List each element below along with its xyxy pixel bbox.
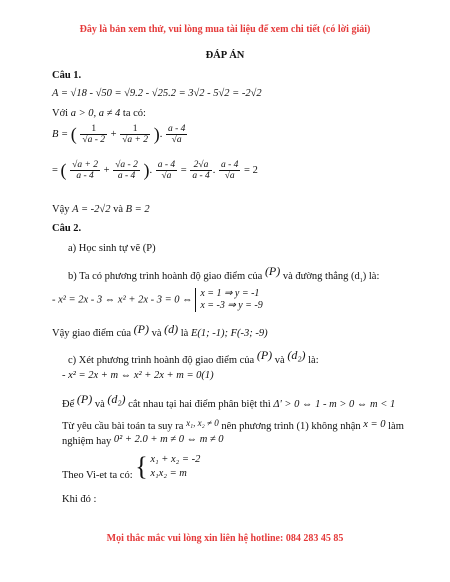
q2-conclusion-b: Vậy giao điểm của (P) và (d) là E(1; -1); F(-3; -9) xyxy=(52,322,268,339)
q1-eq-a: A = √18 - √50 = √9.2 - √25.2 = 3√2 - 5√2 = -2√2 xyxy=(52,88,262,99)
dot-2: . xyxy=(149,164,153,176)
b-frac-2: $\frac{1}{√a + 2}$ xyxy=(122,124,149,145)
concl-a: A = -2√2 xyxy=(72,204,111,215)
s-frac-2: $\frac{√a - 2}{a - 4}$ xyxy=(115,160,138,181)
vieta-label: Theo Vi-et ta có: xyxy=(62,470,133,481)
page-title: ĐÁP ÁN xyxy=(205,50,245,61)
step-result: = 2 xyxy=(244,164,258,176)
cond-suffix: ta có: xyxy=(122,108,146,119)
left-paren-2: ( xyxy=(60,160,67,180)
khi-do: Khi đó : xyxy=(62,494,97,505)
eq-b-system: x = 1 ⇒ y = -1 x = -3 ⇒ y = -9 xyxy=(195,288,262,312)
b-frac-1: $\frac{1}{√a - 2}$ xyxy=(82,124,106,145)
q2-part-c: c) Xét phương trình hoành độ giao điểm của (P) và (d₂) là: xyxy=(68,348,319,366)
header-banner: Đây là bản xem thử, vui lòng mua tài liệu để xem chi tiết (có lời giải) xyxy=(79,24,371,35)
footer-banner: Mọi thắc mắc vui lòng xin liên hệ hotline: 084 283 45 85 xyxy=(106,533,344,544)
concl-prefix: Vậy xyxy=(52,204,70,215)
step-eq: = xyxy=(52,164,58,176)
q2-part-b: b) Ta có phương trình hoành độ giao điểm của (P) và đường thẳng $(d_1)$ là: xyxy=(68,264,380,285)
vieta-brace: { xyxy=(135,451,148,481)
eq-sign: = xyxy=(180,164,187,176)
s-frac-3: $\frac{a - 4}{√a}$ xyxy=(157,160,176,181)
q1-label: Câu 1. xyxy=(52,70,82,81)
q2-part-a: a) Học sinh tự vẽ (P) xyxy=(68,243,156,254)
right-paren-2: ) xyxy=(143,160,150,180)
q2-requirement: Từ yêu cầu bài toán ta suy ra x₁, x₂ ≠ 0 nên phương trình (1) không nhận x = 0 làm xyxy=(62,418,404,432)
q1-conclusion xyxy=(52,204,150,215)
b-frac-3: $\frac{a - 4}{√a}$ xyxy=(167,124,186,145)
b-lhs: B = xyxy=(52,128,69,140)
cond-prefix: Với xyxy=(52,108,69,119)
plus-sign: + xyxy=(110,128,117,140)
q2-label: Câu 2. xyxy=(52,223,82,234)
concl-b: B = 2 xyxy=(125,204,150,215)
q2-vieta xyxy=(62,452,200,481)
q2-eq-c: - x² = 2x + m ⇔ x² + 2x + m = 0(1) xyxy=(62,370,214,381)
eq-b-lhs: - x² = 2x - 3 ⇔ x² + 2x - 3 = 0 ⇔ xyxy=(52,294,193,306)
q1-step xyxy=(52,160,258,181)
dot: . xyxy=(159,128,163,140)
s-frac-1: $\frac{√a + 2}{a - 4}$ xyxy=(72,160,99,181)
s-frac-4: $\frac{2√a}{a - 4}$ xyxy=(192,160,210,181)
q2-requirement-2: nghiệm hay 0² + 2.0 + m ≠ 0 ⇔ m ≠ 0 xyxy=(62,434,224,447)
right-paren: ) xyxy=(153,124,160,144)
q2-condition: Để (P) và (d₂) cắt nhau tại hai điểm phân biệt thì Δ' > 0 ⇔ 1 - m > 0 ⇔ m < 1 xyxy=(62,392,396,410)
s-frac-5: $\frac{a - 4}{√a}$ xyxy=(221,160,239,181)
q2-eq-b xyxy=(52,288,263,312)
left-paren: ( xyxy=(70,124,77,144)
dot-3: . xyxy=(212,164,216,176)
q1-condition xyxy=(52,108,146,119)
b-p-label: (P) xyxy=(264,264,281,278)
plus-sign-2: + xyxy=(103,164,110,176)
q1-eq-b xyxy=(52,124,188,145)
vieta-system: x₁ + x₂ = -2 x₁x₂ = m xyxy=(150,453,201,479)
cond-expr: a > 0, a ≠ 4 xyxy=(70,108,121,119)
concl-mid: và xyxy=(113,204,123,215)
